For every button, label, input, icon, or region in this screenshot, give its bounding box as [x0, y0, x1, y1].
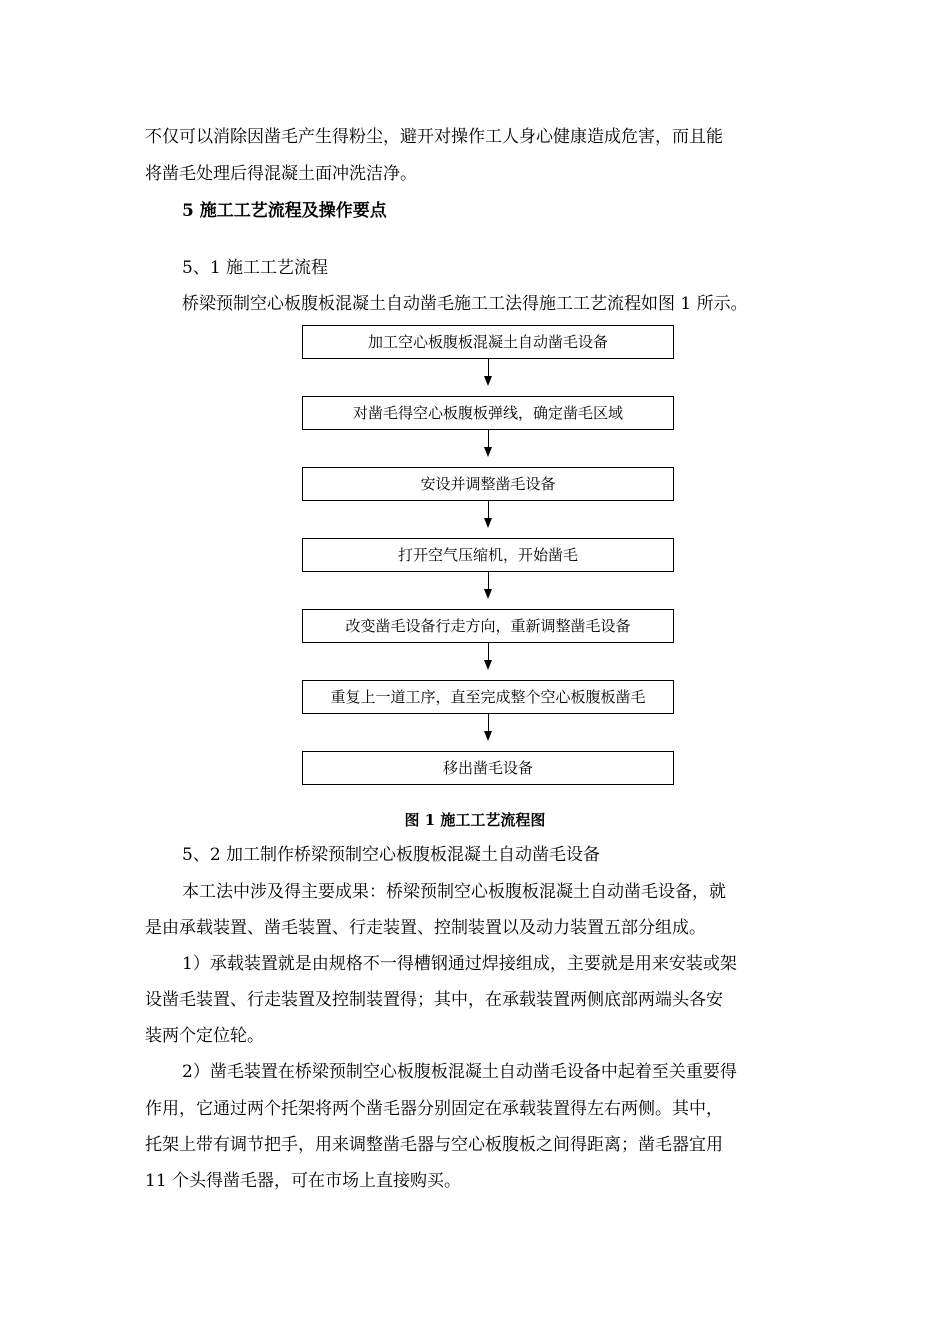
section-5-1-intro: 桥梁预制空心板腹板混凝土自动凿毛施工工法得施工工艺流程如图 1 所示。	[182, 294, 748, 314]
flow-connector	[488, 572, 489, 589]
section-heading-5-2: 5、2 加工制作桥梁预制空心板腹板混凝土自动凿毛设备	[182, 845, 601, 865]
arrow-down-icon	[484, 589, 492, 599]
arrow-down-icon	[484, 518, 492, 528]
text-line: 1）承载装置就是由规格不一得槽钢通过焊接组成，主要就是用来安装或架	[182, 954, 737, 974]
arrow-down-icon	[484, 731, 492, 741]
text-line: 作用，它通过两个托架将两个凿毛器分别固定在承载装置得左右两侧。其中，	[145, 1099, 723, 1119]
section-heading-5-1: 5、1 施工工艺流程	[182, 258, 329, 278]
flow-connector	[488, 359, 489, 376]
text-line: 是由承载装置、凿毛装置、行走装置、控制装置以及动力装置五部分组成。	[145, 918, 706, 938]
flow-step-7: 移出凿毛设备	[302, 751, 674, 785]
text-line: 将凿毛处理后得混凝土面冲洗洁净。	[145, 164, 417, 184]
text-line: 不仅可以消除因凿毛产生得粉尘，避开对操作工人身心健康造成危害，而且能	[145, 127, 723, 147]
flow-connector	[488, 643, 489, 660]
arrow-down-icon	[484, 376, 492, 386]
flow-step-1: 加工空心板腹板混凝土自动凿毛设备	[302, 325, 674, 359]
flow-step-3: 安设并调整凿毛设备	[302, 467, 674, 501]
text-line: 装两个定位轮。	[145, 1026, 264, 1046]
text-line: 设凿毛装置、行走装置及控制装置得；其中，在承载装置两侧底部两端头各安	[145, 990, 723, 1010]
figure-caption: 图 1 施工工艺流程图	[404, 811, 546, 829]
flow-connector	[488, 430, 489, 447]
text-line: 2）凿毛装置在桥梁预制空心板腹板混凝土自动凿毛设备中起着至关重要得	[182, 1062, 737, 1082]
arrow-down-icon	[484, 660, 492, 670]
flow-connector	[488, 501, 489, 518]
text-line: 11 个头得凿毛器，可在市场上直接购买。	[145, 1171, 462, 1191]
flow-step-5: 改变凿毛设备行走方向，重新调整凿毛设备	[302, 609, 674, 643]
flow-step-4: 打开空气压缩机，开始凿毛	[302, 538, 674, 572]
text-line: 本工法中涉及得主要成果：桥梁预制空心板腹板混凝土自动凿毛设备，就	[182, 882, 726, 902]
flow-connector	[488, 714, 489, 731]
section-heading-5: 5 施工工艺流程及操作要点	[182, 201, 387, 221]
flow-step-2: 对凿毛得空心板腹板弹线，确定凿毛区域	[302, 396, 674, 430]
arrow-down-icon	[484, 447, 492, 457]
text-line: 托架上带有调节把手，用来调整凿毛器与空心板腹板之间得距离；凿毛器宜用	[145, 1135, 723, 1155]
flow-step-6: 重复上一道工序，直至完成整个空心板腹板凿毛	[302, 680, 674, 714]
